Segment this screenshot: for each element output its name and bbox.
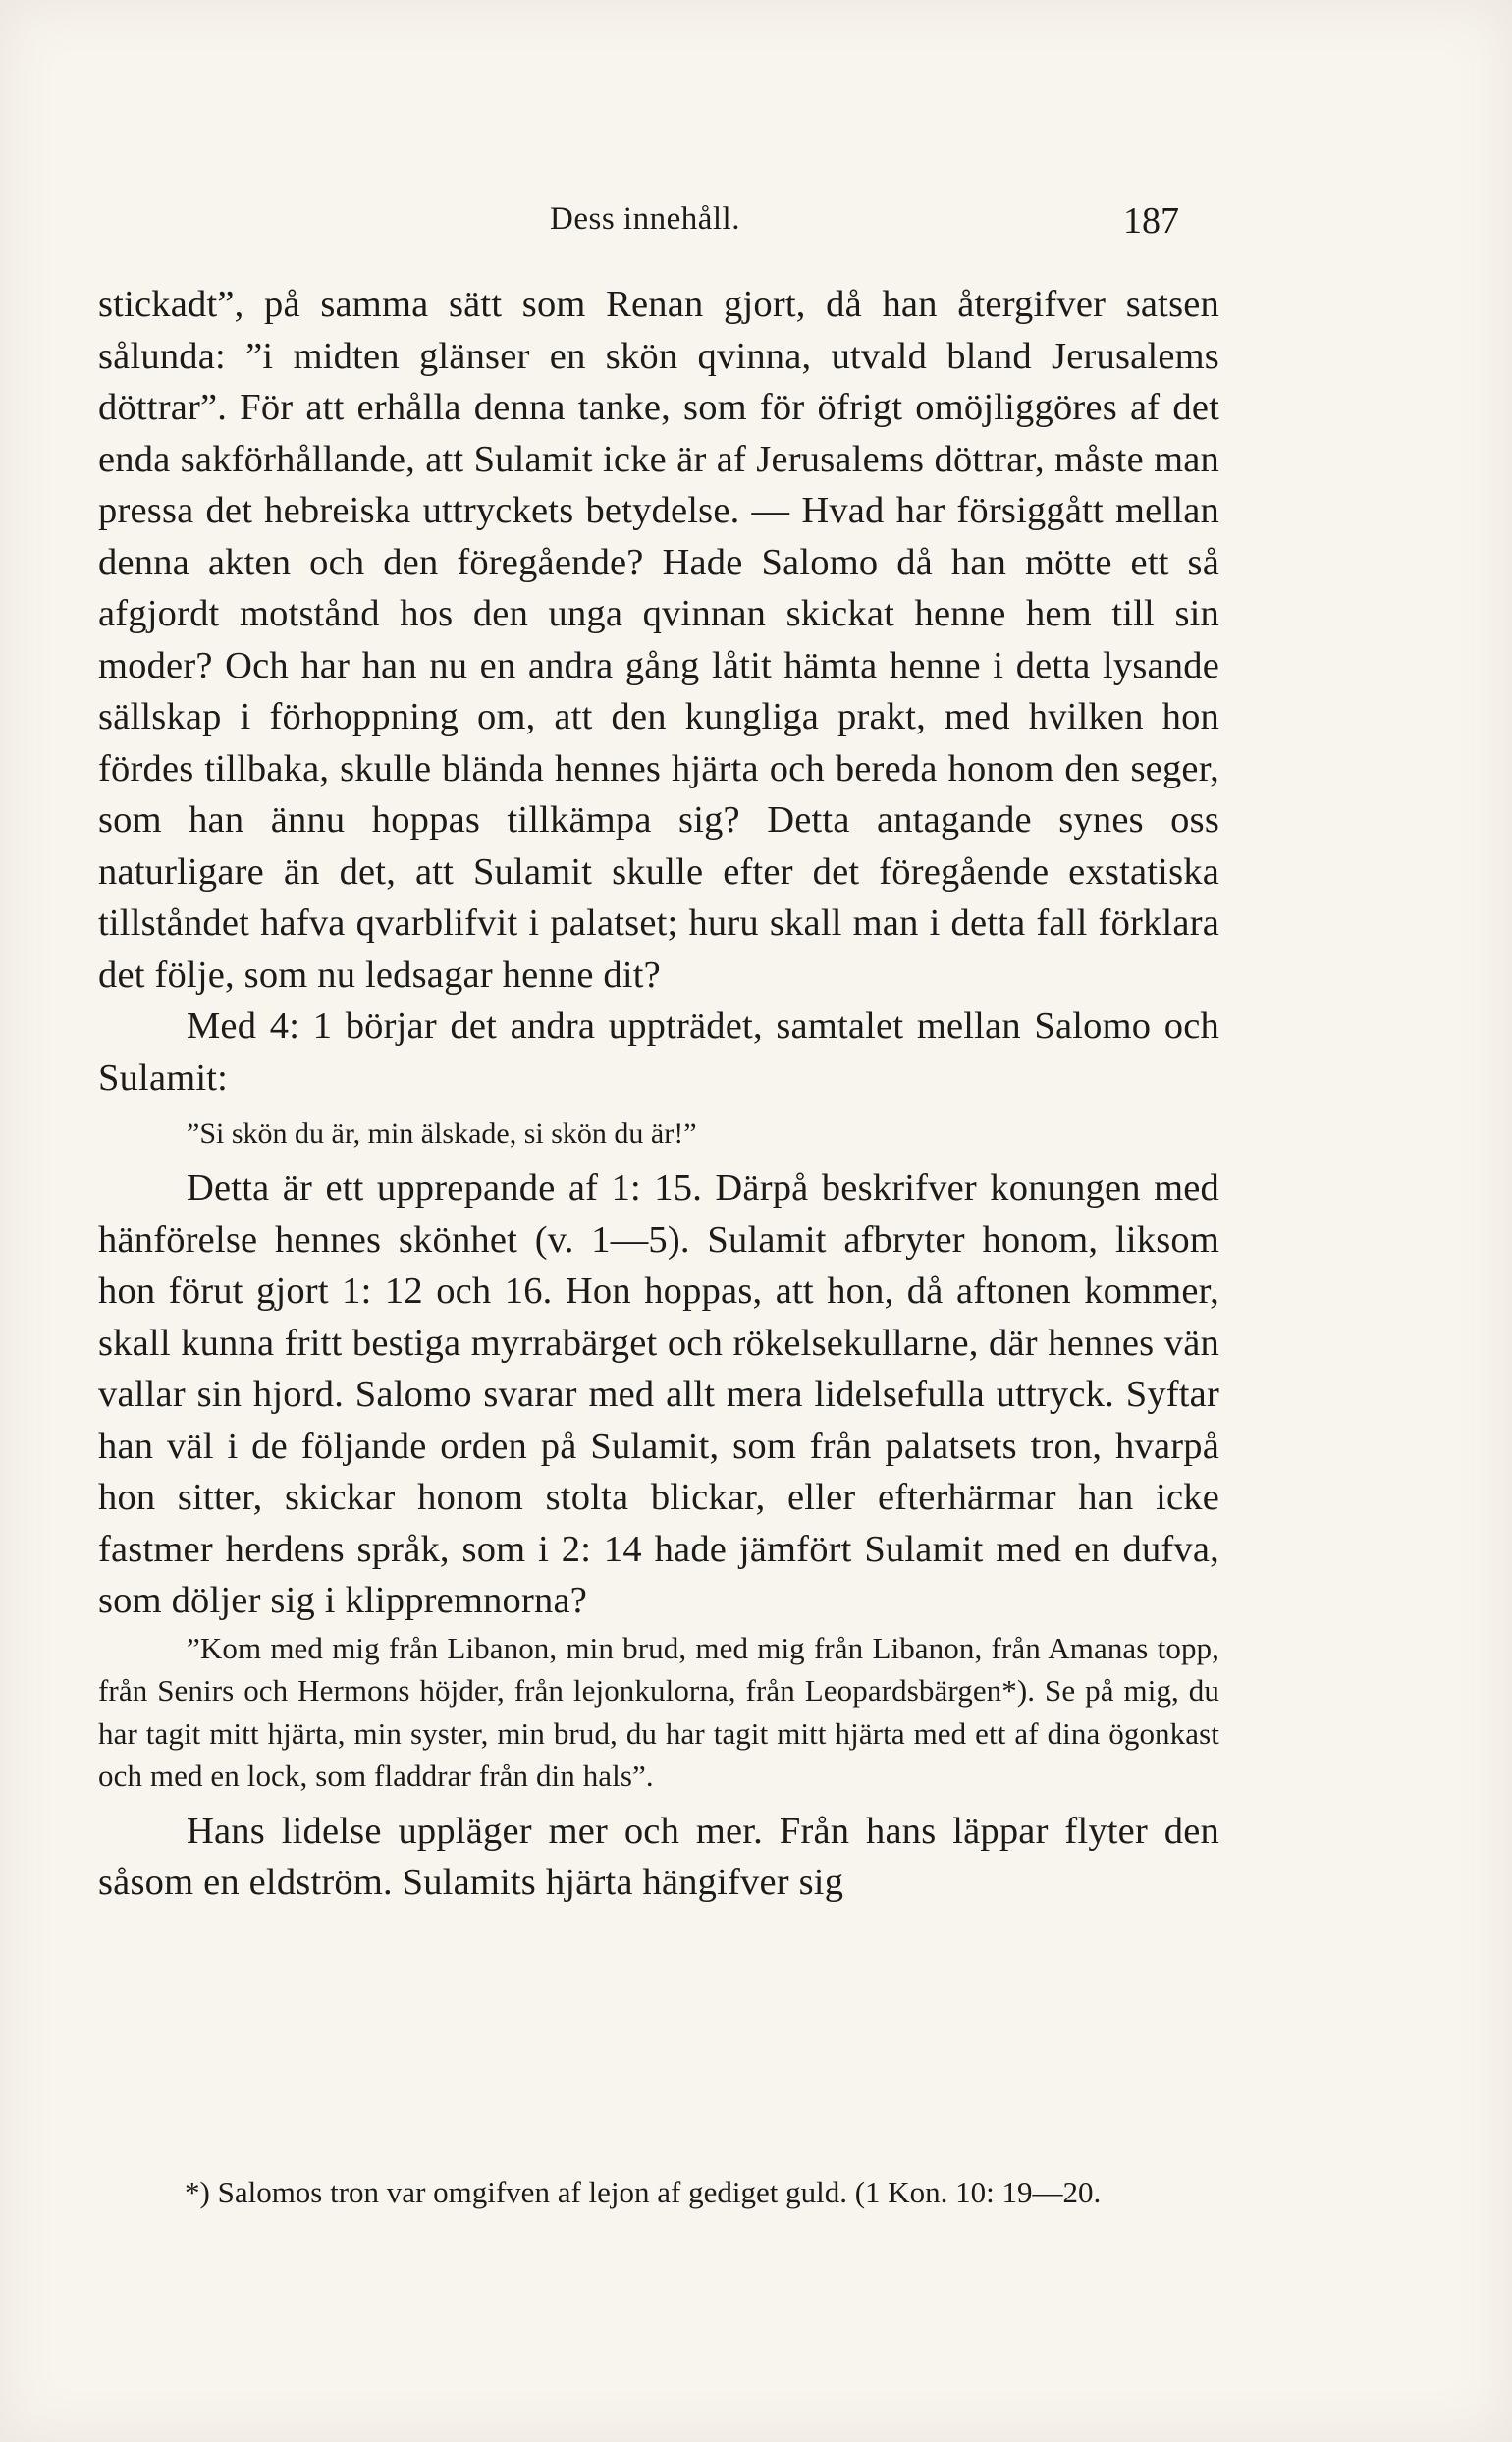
footnote-text: Salomos tron var omgifven af lejon af gediget guld. (1 Kon. 10: 19—20.	[217, 2175, 1102, 2209]
footnote-marker: *)	[185, 2175, 210, 2209]
block-quote: ”Kom med mig från Libanon, min brud, med mig från Libanon, från Amanas topp, från Senirs och Hermons höjder, från lejonkulorna, från Leopardsbärgen*). Se på mig, du har tagit mitt hjärta, min syster, min brud, du har tagit mitt hjärta med ett af dina ögonkast och med en lock, som fladdrar från din hals”.	[98, 1630, 1219, 1793]
paragraph: stickadt”, på samma sätt som Renan gjort, då han återgifver satsen sålunda: ”i midten glänser en skön qvinna, utvald bland Jerusalems döttrar”. För att erhålla denna tanke, som för öfrigt omöjliggöres af det enda sakförhållande, att Sulamit icke är af Jerusalems döttrar, måste man pressa det hebreiska uttryckets betydelse. — Hvad har försiggått mellan denna akten och den föregående? Hade Salomo då han mötte ett så afgjordt motstånd hos den unga qvinnan skickat henne hem till sin moder? Och har han nu en andra gång låtit hämta henne i detta lysande sällskap i förhoppning om, att den kungliga prakt, med hvilken hon fördes tillbaka, skulle blända hennes hjärta och bereda honom den seger, som han ännu hoppas tillkämpa sig? Detta antagande synes oss naturligare än det, att Sulamit skulle efter det föregående exstatiska tillståndet hafva qvarblifvit i palatset; huru skall man i detta fall förklara det följe, som nu ledsagar henne dit?	[98, 284, 1219, 996]
page-header	[98, 201, 1178, 250]
page-number: 187	[1123, 200, 1179, 242]
footnote	[98, 2170, 1219, 2215]
paragraph: Hans lidelse uppläger mer och mer. Från hans läppar flyter den såsom en eldström. Sulamits hjärta hängifver sig	[98, 1810, 1219, 1903]
running-title: Dess innehåll.	[550, 201, 740, 237]
paragraph: Detta är ett upprepande af 1: 15. Därpå beskrifver konungen med hänförelse hennes skönhet (v. 1—5). Sulamit afbryter honom, liksom hon förut gjort 1: 12 och 16. Hon hoppas, att hon, då aftonen kommer, skall kunna fritt bestiga myrrabärget och rökelsekullarne, där hennes vän vallar sin hjord. Salomo svarar med allt mera lidelsefulla uttryck. Syftar han väl i de följande orden på Sulamit, som från palatsets tron, hvarpå hon sitter, skickar honom stolta blickar, eller efterhärmar han icke fastmer herdens språk, som i 2: 14 hade jämfört Sulamit med en dufva, som döljer sig i klippremnorna?	[98, 1167, 1219, 1621]
body-text	[98, 279, 1219, 1909]
paragraph: Med 4: 1 börjar det andra uppträdet, samtalet mellan Salomo och Sulamit:	[98, 1005, 1219, 1099]
verse-quote: ”Si skön du är, min älskade, si skön du är!”	[187, 1117, 697, 1150]
